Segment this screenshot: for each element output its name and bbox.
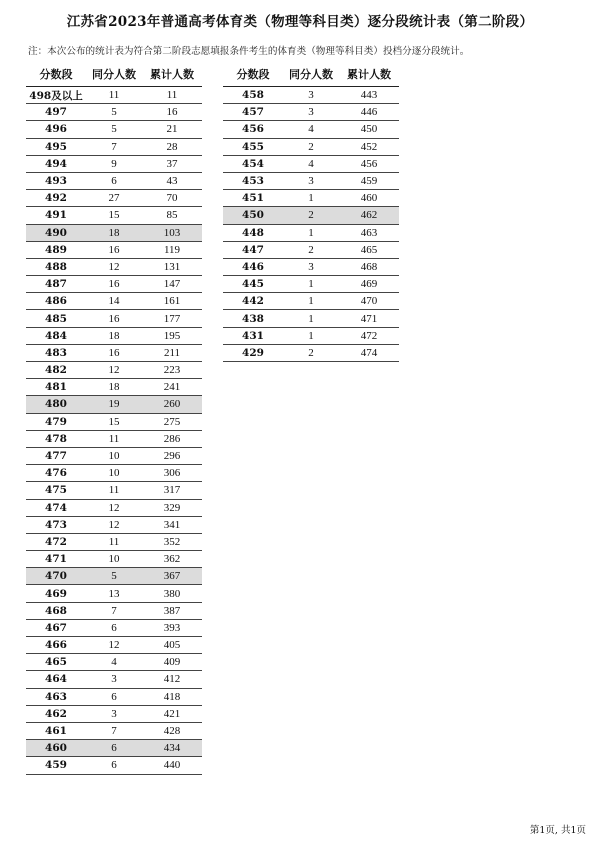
table-row bbox=[223, 207, 399, 224]
same-count-cell: 2 bbox=[308, 243, 314, 256]
table-row bbox=[223, 87, 399, 104]
same-count-cell: 3 bbox=[308, 260, 314, 273]
score-cell: 456 bbox=[242, 123, 264, 136]
cumulative-cell: 161 bbox=[163, 295, 181, 308]
table-row bbox=[26, 362, 202, 379]
same-count-cell: 3 bbox=[308, 175, 314, 188]
cumulative-cell: 362 bbox=[163, 553, 181, 566]
same-count-cell: 1 bbox=[308, 192, 314, 205]
score-cell: 453 bbox=[242, 175, 264, 188]
table-row bbox=[26, 156, 202, 173]
table-row bbox=[26, 723, 202, 740]
table-row bbox=[26, 207, 202, 224]
same-count-cell: 10 bbox=[108, 467, 120, 480]
table-row bbox=[223, 104, 399, 121]
score-cell: 493 bbox=[45, 175, 67, 188]
header-same-count: 同分人数 bbox=[92, 68, 136, 81]
table-row bbox=[26, 757, 202, 774]
cumulative-cell: 367 bbox=[163, 570, 181, 583]
table-row bbox=[223, 190, 399, 207]
score-cell: 497 bbox=[45, 106, 67, 119]
table-row bbox=[223, 225, 399, 242]
score-cell: 450 bbox=[242, 209, 264, 222]
same-count-cell: 7 bbox=[111, 604, 117, 617]
table-row bbox=[223, 328, 399, 345]
cumulative-cell: 459 bbox=[360, 175, 378, 188]
score-cell: 486 bbox=[45, 295, 67, 308]
same-count-cell: 27 bbox=[108, 192, 120, 205]
table-row bbox=[26, 242, 202, 259]
same-count-cell: 1 bbox=[308, 295, 314, 308]
header-same-count: 同分人数 bbox=[289, 68, 333, 81]
table-row bbox=[26, 620, 202, 637]
table-row bbox=[26, 603, 202, 620]
table-row bbox=[26, 259, 202, 276]
same-count-cell: 16 bbox=[108, 312, 120, 325]
score-cell: 431 bbox=[242, 329, 264, 342]
cumulative-cell: 471 bbox=[360, 312, 378, 325]
table-row bbox=[26, 465, 202, 482]
same-count-cell: 7 bbox=[111, 140, 117, 153]
same-count-cell: 2 bbox=[308, 346, 314, 359]
table-body-right bbox=[223, 86, 399, 362]
cumulative-cell: 421 bbox=[163, 707, 181, 720]
same-count-cell: 4 bbox=[111, 656, 117, 669]
table-row bbox=[26, 414, 202, 431]
table-header bbox=[223, 64, 399, 84]
table-row bbox=[26, 293, 202, 310]
same-count-cell: 12 bbox=[108, 518, 120, 531]
score-cell: 445 bbox=[242, 278, 264, 291]
header-score: 分数段 bbox=[236, 68, 270, 81]
table-row bbox=[26, 310, 202, 327]
score-cell: 489 bbox=[45, 243, 67, 256]
score-cell: 467 bbox=[45, 621, 67, 634]
table-header bbox=[26, 64, 202, 84]
same-count-cell: 7 bbox=[111, 725, 117, 738]
cumulative-cell: 463 bbox=[360, 226, 378, 239]
score-cell: 474 bbox=[45, 501, 67, 514]
same-count-cell: 18 bbox=[108, 226, 120, 239]
cumulative-cell: 286 bbox=[163, 432, 181, 445]
score-cell: 460 bbox=[45, 742, 67, 755]
score-table-left bbox=[26, 64, 202, 775]
cumulative-cell: 412 bbox=[163, 673, 181, 686]
table-row bbox=[26, 654, 202, 671]
cumulative-cell: 428 bbox=[163, 725, 181, 738]
cumulative-cell: 387 bbox=[163, 604, 181, 617]
score-cell: 469 bbox=[45, 587, 67, 600]
table-row bbox=[223, 173, 399, 190]
score-cell: 472 bbox=[45, 535, 67, 548]
header-cumulative: 累计人数 bbox=[150, 68, 194, 81]
same-count-cell: 6 bbox=[111, 175, 117, 188]
table-row bbox=[26, 534, 202, 551]
table-row bbox=[26, 431, 202, 448]
same-count-cell: 3 bbox=[308, 106, 314, 119]
score-cell: 477 bbox=[45, 450, 67, 463]
score-cell: 457 bbox=[242, 106, 264, 119]
table-row bbox=[26, 689, 202, 706]
same-count-cell: 11 bbox=[108, 89, 120, 102]
score-cell: 466 bbox=[45, 639, 67, 652]
score-cell: 480 bbox=[45, 398, 67, 411]
cumulative-cell: 440 bbox=[163, 759, 181, 772]
table-row bbox=[26, 671, 202, 688]
score-cell: 481 bbox=[45, 381, 67, 394]
header-score: 分数段 bbox=[39, 68, 73, 81]
cumulative-cell: 329 bbox=[163, 501, 181, 514]
table-row bbox=[26, 482, 202, 499]
cumulative-cell: 177 bbox=[163, 312, 181, 325]
cumulative-cell: 70 bbox=[166, 192, 178, 205]
same-count-cell: 6 bbox=[111, 759, 117, 772]
table-row bbox=[26, 87, 202, 104]
table-row bbox=[223, 276, 399, 293]
table-row bbox=[26, 328, 202, 345]
score-cell: 461 bbox=[45, 725, 67, 738]
same-count-cell: 9 bbox=[111, 157, 117, 170]
same-count-cell: 5 bbox=[111, 123, 117, 136]
same-count-cell: 6 bbox=[111, 742, 117, 755]
table-row bbox=[26, 551, 202, 568]
score-cell: 462 bbox=[45, 707, 67, 720]
score-cell: 494 bbox=[45, 157, 67, 170]
table-row bbox=[26, 379, 202, 396]
same-count-cell: 14 bbox=[108, 295, 120, 308]
cumulative-cell: 119 bbox=[163, 243, 181, 256]
same-count-cell: 5 bbox=[111, 106, 117, 119]
same-count-cell: 2 bbox=[308, 140, 314, 153]
score-cell: 478 bbox=[45, 432, 67, 445]
same-count-cell: 15 bbox=[108, 209, 120, 222]
cumulative-cell: 469 bbox=[360, 278, 378, 291]
score-cell: 492 bbox=[45, 192, 67, 205]
score-cell: 488 bbox=[45, 260, 67, 273]
cumulative-cell: 468 bbox=[360, 260, 378, 273]
cumulative-cell: 260 bbox=[163, 398, 181, 411]
cumulative-cell: 11 bbox=[166, 89, 178, 102]
table-row bbox=[26, 104, 202, 121]
cumulative-cell: 85 bbox=[166, 209, 178, 222]
page-footer: 第1页, 共1页 bbox=[529, 825, 586, 836]
score-cell: 464 bbox=[45, 673, 67, 686]
same-count-cell: 2 bbox=[308, 209, 314, 222]
score-cell: 475 bbox=[45, 484, 67, 497]
cumulative-cell: 418 bbox=[163, 690, 181, 703]
same-count-cell: 11 bbox=[108, 535, 120, 548]
same-count-cell: 10 bbox=[108, 553, 120, 566]
same-count-cell: 11 bbox=[108, 484, 120, 497]
same-count-cell: 12 bbox=[108, 501, 120, 514]
score-cell: 471 bbox=[45, 553, 67, 566]
score-cell: 458 bbox=[242, 89, 264, 102]
score-cell: 495 bbox=[45, 140, 67, 153]
cumulative-cell: 147 bbox=[163, 278, 181, 291]
cumulative-cell: 470 bbox=[360, 295, 378, 308]
cumulative-cell: 211 bbox=[163, 346, 181, 359]
table-row bbox=[26, 173, 202, 190]
table-row bbox=[223, 156, 399, 173]
score-cell: 485 bbox=[45, 312, 67, 325]
score-cell: 491 bbox=[45, 209, 67, 222]
same-count-cell: 6 bbox=[111, 621, 117, 634]
cumulative-cell: 460 bbox=[360, 192, 378, 205]
score-cell: 479 bbox=[45, 415, 67, 428]
table-row bbox=[223, 310, 399, 327]
cumulative-cell: 380 bbox=[163, 587, 181, 600]
same-count-cell: 18 bbox=[108, 329, 120, 342]
table-row bbox=[26, 517, 202, 534]
same-count-cell: 4 bbox=[308, 157, 314, 170]
score-cell: 483 bbox=[45, 346, 67, 359]
score-cell: 463 bbox=[45, 690, 67, 703]
score-cell: 448 bbox=[242, 226, 264, 239]
score-cell: 496 bbox=[45, 123, 67, 136]
table-row bbox=[26, 568, 202, 585]
score-cell: 451 bbox=[242, 192, 264, 205]
score-cell: 482 bbox=[45, 364, 67, 377]
score-cell: 470 bbox=[45, 570, 67, 583]
same-count-cell: 6 bbox=[111, 690, 117, 703]
table-row bbox=[26, 139, 202, 156]
cumulative-cell: 43 bbox=[166, 175, 178, 188]
cumulative-cell: 393 bbox=[163, 621, 181, 634]
table-row bbox=[26, 637, 202, 654]
same-count-cell: 13 bbox=[108, 587, 120, 600]
same-count-cell: 11 bbox=[108, 432, 120, 445]
table-row bbox=[26, 190, 202, 207]
score-cell: 484 bbox=[45, 329, 67, 342]
score-cell: 447 bbox=[242, 243, 264, 256]
score-cell: 498及以上 bbox=[29, 89, 83, 102]
same-count-cell: 12 bbox=[108, 260, 120, 273]
cumulative-cell: 21 bbox=[166, 123, 178, 136]
table-row bbox=[26, 225, 202, 242]
same-count-cell: 5 bbox=[111, 570, 117, 583]
same-count-cell: 12 bbox=[108, 639, 120, 652]
cumulative-cell: 103 bbox=[163, 226, 181, 239]
cumulative-cell: 37 bbox=[166, 157, 178, 170]
table-row bbox=[223, 293, 399, 310]
same-count-cell: 16 bbox=[108, 346, 120, 359]
score-cell: 446 bbox=[242, 260, 264, 273]
cumulative-cell: 223 bbox=[163, 364, 181, 377]
same-count-cell: 15 bbox=[108, 415, 120, 428]
same-count-cell: 1 bbox=[308, 312, 314, 325]
cumulative-cell: 462 bbox=[360, 209, 378, 222]
score-cell: 490 bbox=[45, 226, 67, 239]
cumulative-cell: 409 bbox=[163, 656, 181, 669]
score-cell: 476 bbox=[45, 467, 67, 480]
page-title: 江苏省2023年普通高考体育类（物理等科目类）逐分段统计表（第二阶段） bbox=[66, 14, 534, 30]
table-row bbox=[223, 345, 399, 362]
same-count-cell: 1 bbox=[308, 278, 314, 291]
table-row bbox=[26, 500, 202, 517]
table-row bbox=[26, 121, 202, 138]
same-count-cell: 1 bbox=[308, 226, 314, 239]
cumulative-cell: 317 bbox=[163, 484, 181, 497]
table-row bbox=[26, 585, 202, 602]
table-row bbox=[26, 276, 202, 293]
cumulative-cell: 241 bbox=[163, 381, 181, 394]
same-count-cell: 3 bbox=[308, 89, 314, 102]
table-row bbox=[223, 259, 399, 276]
same-count-cell: 1 bbox=[308, 329, 314, 342]
cumulative-cell: 306 bbox=[163, 467, 181, 480]
same-count-cell: 18 bbox=[108, 381, 120, 394]
cumulative-cell: 195 bbox=[163, 329, 181, 342]
score-cell: 487 bbox=[45, 278, 67, 291]
table-row bbox=[26, 740, 202, 757]
score-cell: 438 bbox=[242, 312, 264, 325]
cumulative-cell: 465 bbox=[360, 243, 378, 256]
cumulative-cell: 434 bbox=[163, 742, 181, 755]
same-count-cell: 3 bbox=[111, 673, 117, 686]
cumulative-cell: 456 bbox=[360, 157, 378, 170]
table-row bbox=[223, 242, 399, 259]
cumulative-cell: 296 bbox=[163, 450, 181, 463]
score-cell: 455 bbox=[242, 140, 264, 153]
same-count-cell: 16 bbox=[108, 278, 120, 291]
score-cell: 468 bbox=[45, 604, 67, 617]
table-body-left bbox=[26, 86, 202, 775]
score-cell: 459 bbox=[45, 759, 67, 772]
score-cell: 465 bbox=[45, 656, 67, 669]
cumulative-cell: 405 bbox=[163, 639, 181, 652]
table-row bbox=[26, 396, 202, 413]
score-table-right bbox=[223, 64, 399, 362]
score-cell: 442 bbox=[242, 295, 264, 308]
cumulative-cell: 16 bbox=[166, 106, 178, 119]
cumulative-cell: 450 bbox=[360, 123, 378, 136]
cumulative-cell: 443 bbox=[360, 89, 378, 102]
cumulative-cell: 341 bbox=[163, 518, 181, 531]
table-note: 注：本次公布的统计表为符合第二阶段志愿填报条件考生的体育类（物理等科目类）投档分逐分段统计。 bbox=[28, 46, 470, 57]
cumulative-cell: 131 bbox=[163, 260, 181, 273]
same-count-cell: 3 bbox=[111, 707, 117, 720]
cumulative-cell: 472 bbox=[360, 329, 378, 342]
cumulative-cell: 474 bbox=[360, 346, 378, 359]
cumulative-cell: 446 bbox=[360, 106, 378, 119]
score-cell: 429 bbox=[242, 346, 264, 359]
table-row bbox=[26, 345, 202, 362]
cumulative-cell: 352 bbox=[163, 535, 181, 548]
table-row bbox=[26, 448, 202, 465]
score-cell: 454 bbox=[242, 157, 264, 170]
same-count-cell: 19 bbox=[108, 398, 120, 411]
cumulative-cell: 28 bbox=[166, 140, 178, 153]
same-count-cell: 4 bbox=[308, 123, 314, 136]
cumulative-cell: 275 bbox=[163, 415, 181, 428]
same-count-cell: 16 bbox=[108, 243, 120, 256]
table-row bbox=[26, 706, 202, 723]
same-count-cell: 10 bbox=[108, 450, 120, 463]
header-cumulative: 累计人数 bbox=[347, 68, 391, 81]
same-count-cell: 12 bbox=[108, 364, 120, 377]
table-row bbox=[223, 121, 399, 138]
table-row bbox=[223, 139, 399, 156]
score-cell: 473 bbox=[45, 518, 67, 531]
cumulative-cell: 452 bbox=[360, 140, 378, 153]
